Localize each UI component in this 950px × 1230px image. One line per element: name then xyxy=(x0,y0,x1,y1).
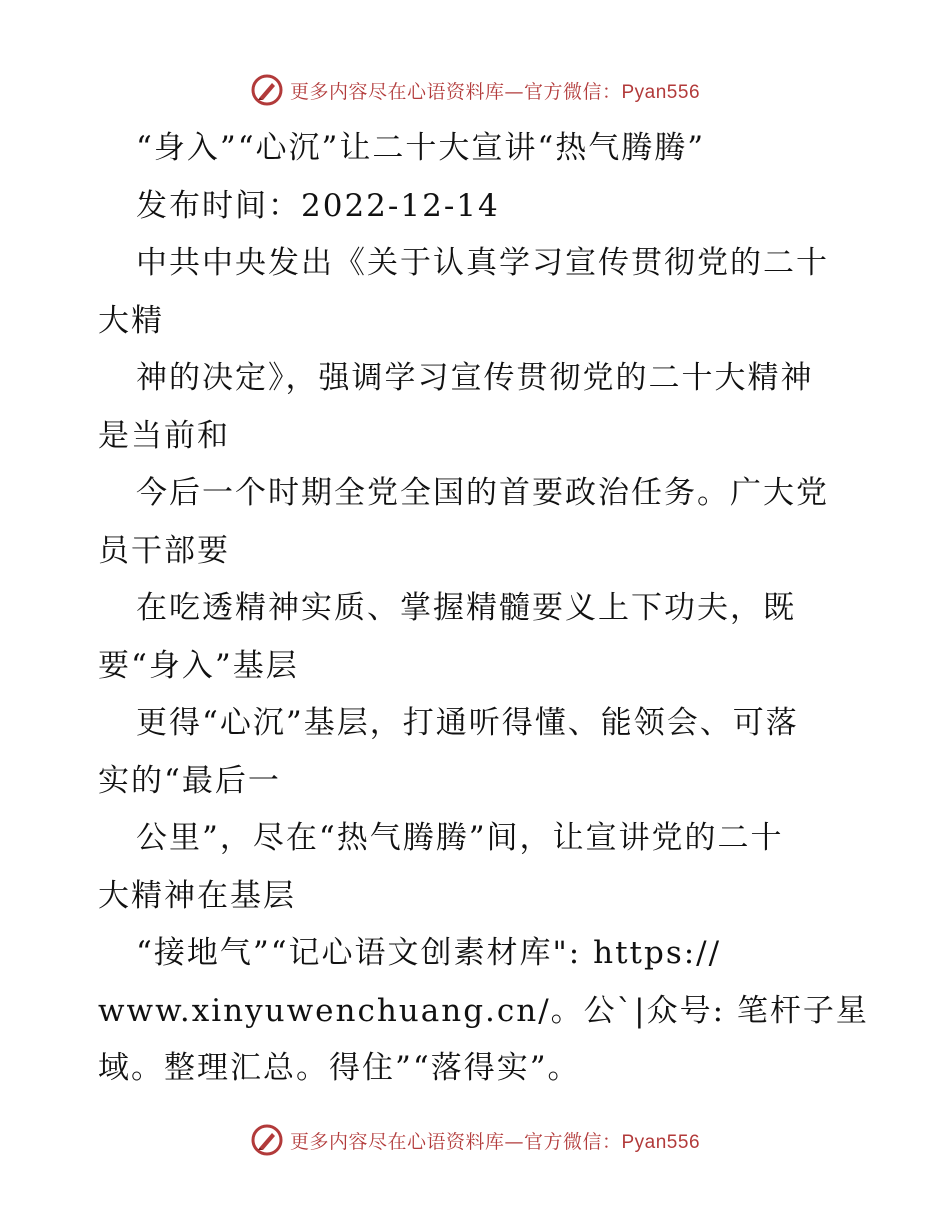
body-line: 大精 xyxy=(98,302,164,339)
article-title: “身入”“心沉”让二十大宣讲“热气腾腾” xyxy=(136,130,706,166)
body-line: 员干部要 xyxy=(98,532,230,569)
body-line-url: www.xinyuwenchuang.cn/。公`|众号: 笔杆子星 xyxy=(98,992,869,1029)
body-line: 更得“心沉”基层，打通听得懂、能领会、可落 xyxy=(136,705,799,741)
document-body xyxy=(98,120,869,1098)
body-line: 实的“最后一 xyxy=(98,762,281,799)
body-line: “接地气”“记心语文创素材库": https:// xyxy=(136,935,722,971)
body-line: 今后一个时期全党全国的首要政治任务。广大党 xyxy=(136,475,829,511)
pen-nib-logo-icon xyxy=(250,1123,284,1157)
body-line: 是当前和 xyxy=(98,417,230,454)
body-line: 大精神在基层 xyxy=(98,877,296,914)
watermark-account: Pyan556 xyxy=(621,81,701,103)
header-watermark xyxy=(0,70,950,110)
publish-date: 发布时间：2022-12-14 xyxy=(136,187,500,224)
watermark-text: 更多内容尽在心语资料库—官方微信：Pyan556 xyxy=(289,1130,701,1153)
body-line: 中共中央发出《关于认真学习宣传贯彻党的二十 xyxy=(136,245,829,281)
body-line: 在吃透精神实质、掌握精髓要义上下功夫，既 xyxy=(136,590,796,626)
watermark-text: 更多内容尽在心语资料库—官方微信：Pyan556 xyxy=(289,80,701,103)
body-line: 神的决定》，强调学习宣传贯彻党的二十大精神 xyxy=(136,360,814,396)
body-line: 公里”，尽在“热气腾腾”间，让宣讲党的二十 xyxy=(136,820,784,856)
watermark-account: Pyan556 xyxy=(621,1131,701,1153)
pen-nib-logo-icon xyxy=(250,73,284,107)
body-line: 要“身入”基层 xyxy=(98,647,299,684)
body-line: 域。整理汇总。得住”“落得实”。 xyxy=(98,1050,581,1086)
footer-watermark xyxy=(0,1120,950,1160)
